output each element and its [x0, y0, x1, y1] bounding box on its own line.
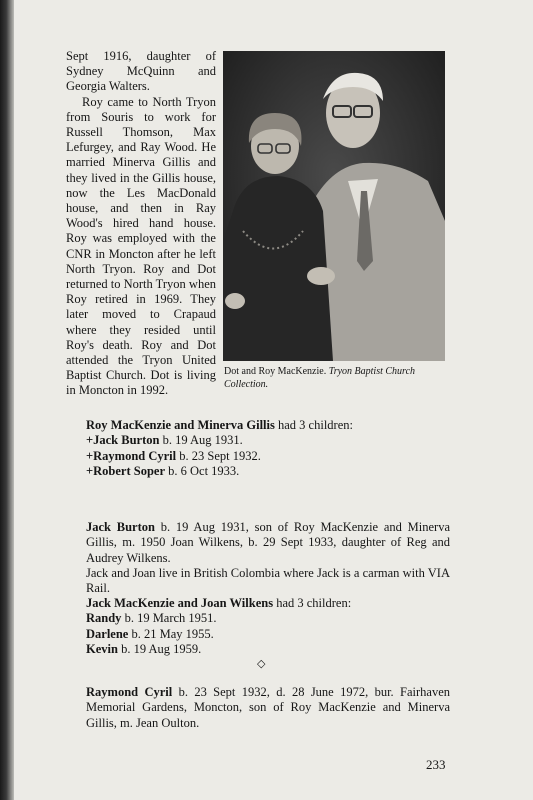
- caption-text: Dot and Roy MacKenzie.: [224, 366, 329, 377]
- child-name: +Raymond Cyril: [86, 448, 177, 463]
- list-item: [86, 627, 458, 642]
- child-name: Darlene: [86, 626, 129, 641]
- list-item: [86, 433, 458, 448]
- children-intro: [86, 418, 458, 433]
- child-detail: b. 19 Aug 1959.: [117, 641, 202, 656]
- children-list-roy-minerva: [86, 418, 458, 479]
- jack-entry: [86, 520, 450, 596]
- entry-text: b. 19 Aug 1931, son of Roy MacKenzie and Minerva Gillis, m. 1950 Joan Wilkens, b. 29 Sept 1933, daughter of Reg and Audrey Wilkens.: [86, 520, 451, 565]
- children-list-jack-joan: [86, 596, 458, 657]
- photo-caption: [224, 366, 446, 391]
- raymond-entry-main: [86, 685, 450, 731]
- child-detail: b. 6 Oct 1933.: [165, 463, 240, 478]
- child-detail: b. 21 May 1955.: [128, 626, 214, 641]
- child-name: Kevin: [86, 641, 118, 656]
- paragraph-roy: Roy came to North Tryon from Souris to work for Russell Thomson, Max Lefurgey, and Ray Wood. He married Minerva Gillis and they lived in the Gillis house, now the Les MacDonald house, and then in Ray Wood's hired hand house. Roy was employed with the CNR in Moncton after he left North Tryon. Roy and Dot returned to North Tryon when Roy retired in 1969. They later moved to Crapaud where they resided until Roy's death. Roy and Dot attended the Tryon United Baptist Church. Dot is living in Moncton in 1992.: [66, 94, 216, 398]
- entry-name: Raymond Cyril: [86, 685, 173, 699]
- caption-source: Tryon Baptist Church Collection.: [224, 366, 416, 390]
- child-name: +Jack Burton: [86, 433, 160, 448]
- child-name: +Robert Soper: [86, 463, 165, 478]
- child-name: Randy: [86, 611, 122, 626]
- entry-name: Jack Burton: [86, 520, 155, 534]
- children-intro-text: had 3 children:: [274, 418, 353, 432]
- jack-entry-note: Jack and Joan live in British Colombia where Jack is a carman with VIA Rail.: [86, 565, 450, 596]
- list-item: [86, 464, 458, 479]
- jack-entry-main: [86, 520, 450, 566]
- couple-photo-image: [223, 51, 445, 361]
- list-item: [86, 642, 458, 657]
- parents-names: Jack MacKenzie and Joan Wilkens: [86, 596, 274, 610]
- left-text-column: [66, 49, 216, 399]
- children-intro: [86, 596, 458, 611]
- child-detail: b. 23 Sept 1932.: [176, 448, 261, 463]
- binding-shadow: [0, 0, 14, 800]
- section-separator-icon: ◇: [257, 658, 266, 670]
- list-item: [86, 611, 458, 626]
- entry-text: b. 23 Sept 1932, d. 28 June 1972, bur. Fairhaven Memorial Gardens, Moncton, son of Roy MacKenzie and Minerva Gillis, m. Jean Oulton.: [86, 685, 451, 730]
- child-detail: b. 19 March 1951.: [121, 611, 217, 626]
- paragraph-daughter: Sept 1916, daughter of Sydney McQuinn and Georgia Walters.: [66, 49, 216, 94]
- parents-names: Roy MacKenzie and Minerva Gillis: [86, 418, 275, 432]
- list-item: [86, 449, 458, 464]
- children-intro-text: had 3 children:: [273, 596, 352, 610]
- couple-photo: [223, 51, 445, 361]
- raymond-entry: [86, 685, 450, 731]
- child-detail: b. 19 Aug 1931.: [159, 433, 243, 448]
- page-number: 233: [426, 757, 446, 772]
